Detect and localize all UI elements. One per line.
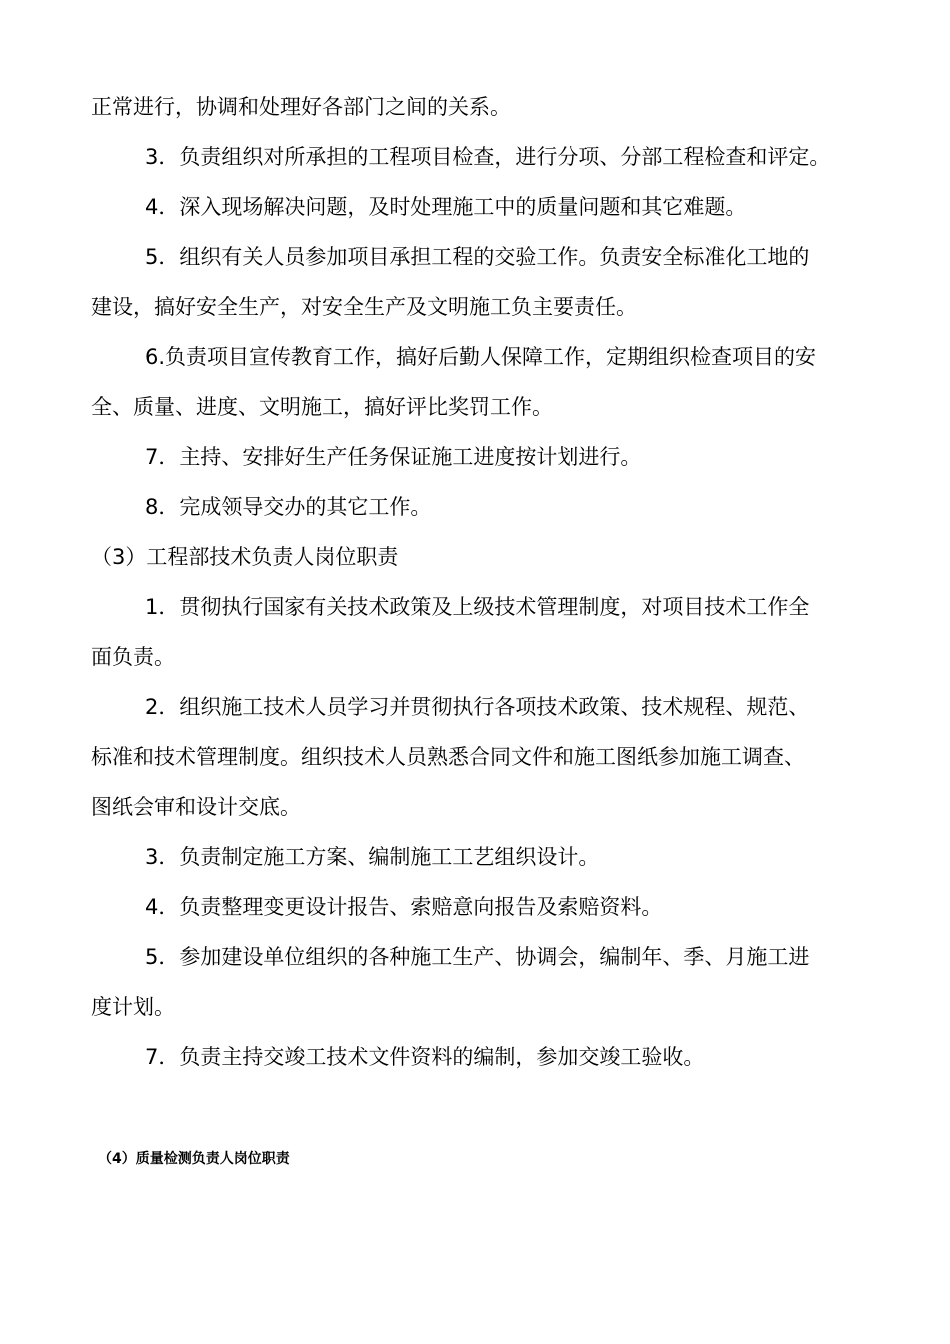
paragraph-line: 面负责。 — [91, 645, 175, 669]
paragraph-line: 7．负责主持交竣工技术文件资料的编制，参加交竣工验收。 — [145, 1045, 705, 1069]
paragraph-line: 7．主持、安排好生产任务保证施工进度按计划进行。 — [145, 445, 642, 469]
paragraph-line: 图纸会审和设计交底。 — [91, 795, 301, 819]
paragraph-line: 3．负责组织对所承担的工程项目检查，进行分项、分部工程检查和评定。 — [145, 145, 831, 169]
section-heading-bold: （4）质量检测负责人岗位职责 — [98, 1151, 290, 1167]
paragraph-line: 5．组织有关人员参加项目承担工程的交验工作。负责安全标准化工地的 — [145, 245, 810, 269]
section-heading: （3）工程部技术负责人岗位职责 — [91, 545, 399, 569]
paragraph-line: 正常进行，协调和处理好各部门之间的关系。 — [91, 95, 511, 119]
paragraph-line: 4．负责整理变更设计报告、索赔意向报告及索赔资料。 — [145, 895, 663, 919]
paragraph-line: 3．负责制定施工方案、编制施工工艺组织设计。 — [145, 845, 600, 869]
paragraph-line: 标准和技术管理制度。组织技术人员熟悉合同文件和施工图纸参加施工调查、 — [91, 745, 805, 769]
paragraph-line: 建设，搞好安全生产，对安全生产及文明施工负主要责任。 — [91, 295, 637, 319]
paragraph-line: 6.负责项目宣传教育工作，搞好后勤人保障工作，定期组织检查项目的安 — [145, 345, 817, 369]
paragraph-line: 4．深入现场解决问题，及时处理施工中的质量问题和其它难题。 — [145, 195, 747, 219]
paragraph-line: 1．贯彻执行国家有关技术政策及上级技术管理制度，对项目技术工作全 — [145, 595, 810, 619]
paragraph-line: 全、质量、进度、文明施工，搞好评比奖罚工作。 — [91, 395, 553, 419]
paragraph-line: 5．参加建设单位组织的各种施工生产、协调会，编制年、季、月施工进 — [145, 945, 810, 969]
paragraph-line: 度计划。 — [91, 995, 175, 1019]
paragraph-line: 2．组织施工技术人员学习并贯彻执行各项技术政策、技术规程、规范、 — [145, 695, 810, 719]
paragraph-line: 8．完成领导交办的其它工作。 — [145, 495, 432, 519]
